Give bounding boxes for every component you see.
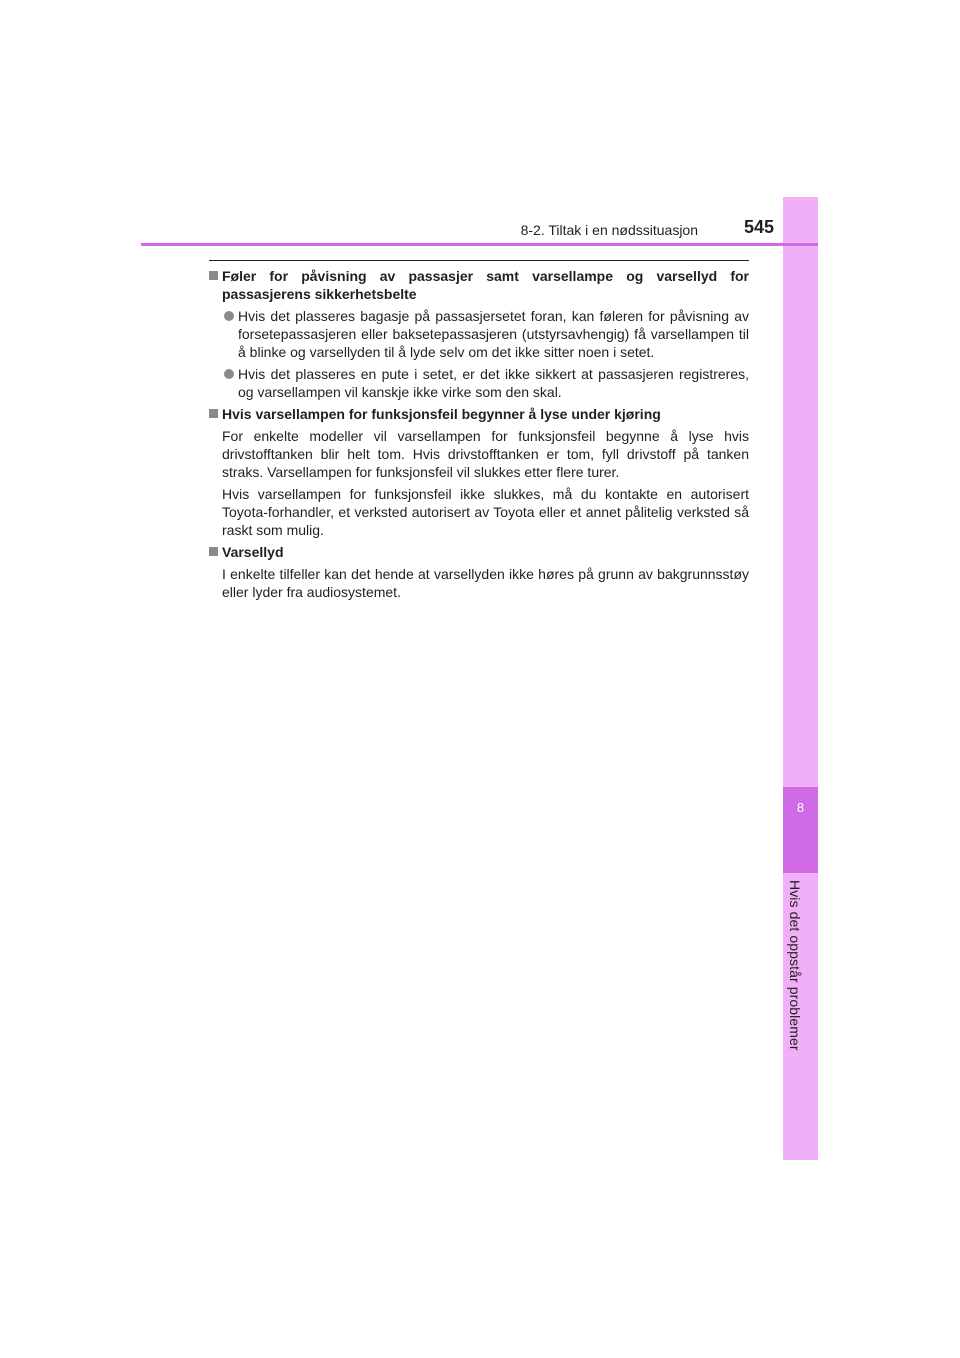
section-heading [209, 405, 749, 423]
list-item-text: Hvis det plasseres en pute i setet, er det ikke sikkert at passasjeren registreres, og varsellampen vil kanskje ikke virke som den skal. [238, 366, 749, 400]
square-bullet-icon [209, 547, 218, 556]
section-title: 8-2. Tiltak i en nødssituasjon [520, 222, 698, 238]
section-heading [209, 543, 749, 561]
content-divider [209, 260, 749, 261]
paragraph: Hvis varsellampen for funksjonsfeil ikke slukkes, må du kontakte en autorisert Toyota-forhandler, et verksted autorisert av Toyota eller et annet pålitelig verksted så raskt som mulig. [222, 486, 749, 538]
square-bullet-icon [209, 409, 218, 418]
paragraph: I enkelte tilfeller kan det hende at varsellyden ikke høres på grunn av bakgrunnsstøy eller lyder fra audiosystemet. [222, 566, 749, 600]
circle-bullet-icon [224, 311, 234, 321]
chapter-title: Hvis det oppstår problemer [787, 880, 803, 1051]
page-number: 545 [743, 217, 774, 237]
heading-text: Føler for påvisning av passasjer samt varsellampe og varsellyd for passasjerens sikkerhetsbelte [222, 268, 749, 302]
header-divider [141, 243, 818, 246]
list-item-text: Hvis det plasseres bagasje på passasjersetet foran, kan føleren for påvisning av forsetepassasjeren eller baksetepassasjeren (utstyrsavhengig) få varsellampen til å blinke og varsellyden til å lyde selv om det ikke sitter noen i setet. [238, 308, 749, 360]
heading-text: Varsellyd [222, 544, 284, 560]
square-bullet-icon [209, 271, 218, 280]
section-heading [209, 267, 749, 303]
paragraph: For enkelte modeller vil varsellampen for funksjonsfeil begynne å lyse hvis drivstofftanken blir helt tom. Hvis drivstofftanken er tom, fyll drivstoff på tanken straks. Varsellampen for funksjonsfeil vil slukkes etter flere turer. [222, 428, 749, 480]
list-item [209, 307, 749, 361]
heading-text: Hvis varsellampen for funksjonsfeil begynner å lyse under kjøring [222, 406, 661, 422]
circle-bullet-icon [224, 369, 234, 379]
list-item [209, 365, 749, 401]
page-content [209, 267, 749, 601]
chapter-number: 8 [796, 800, 805, 815]
